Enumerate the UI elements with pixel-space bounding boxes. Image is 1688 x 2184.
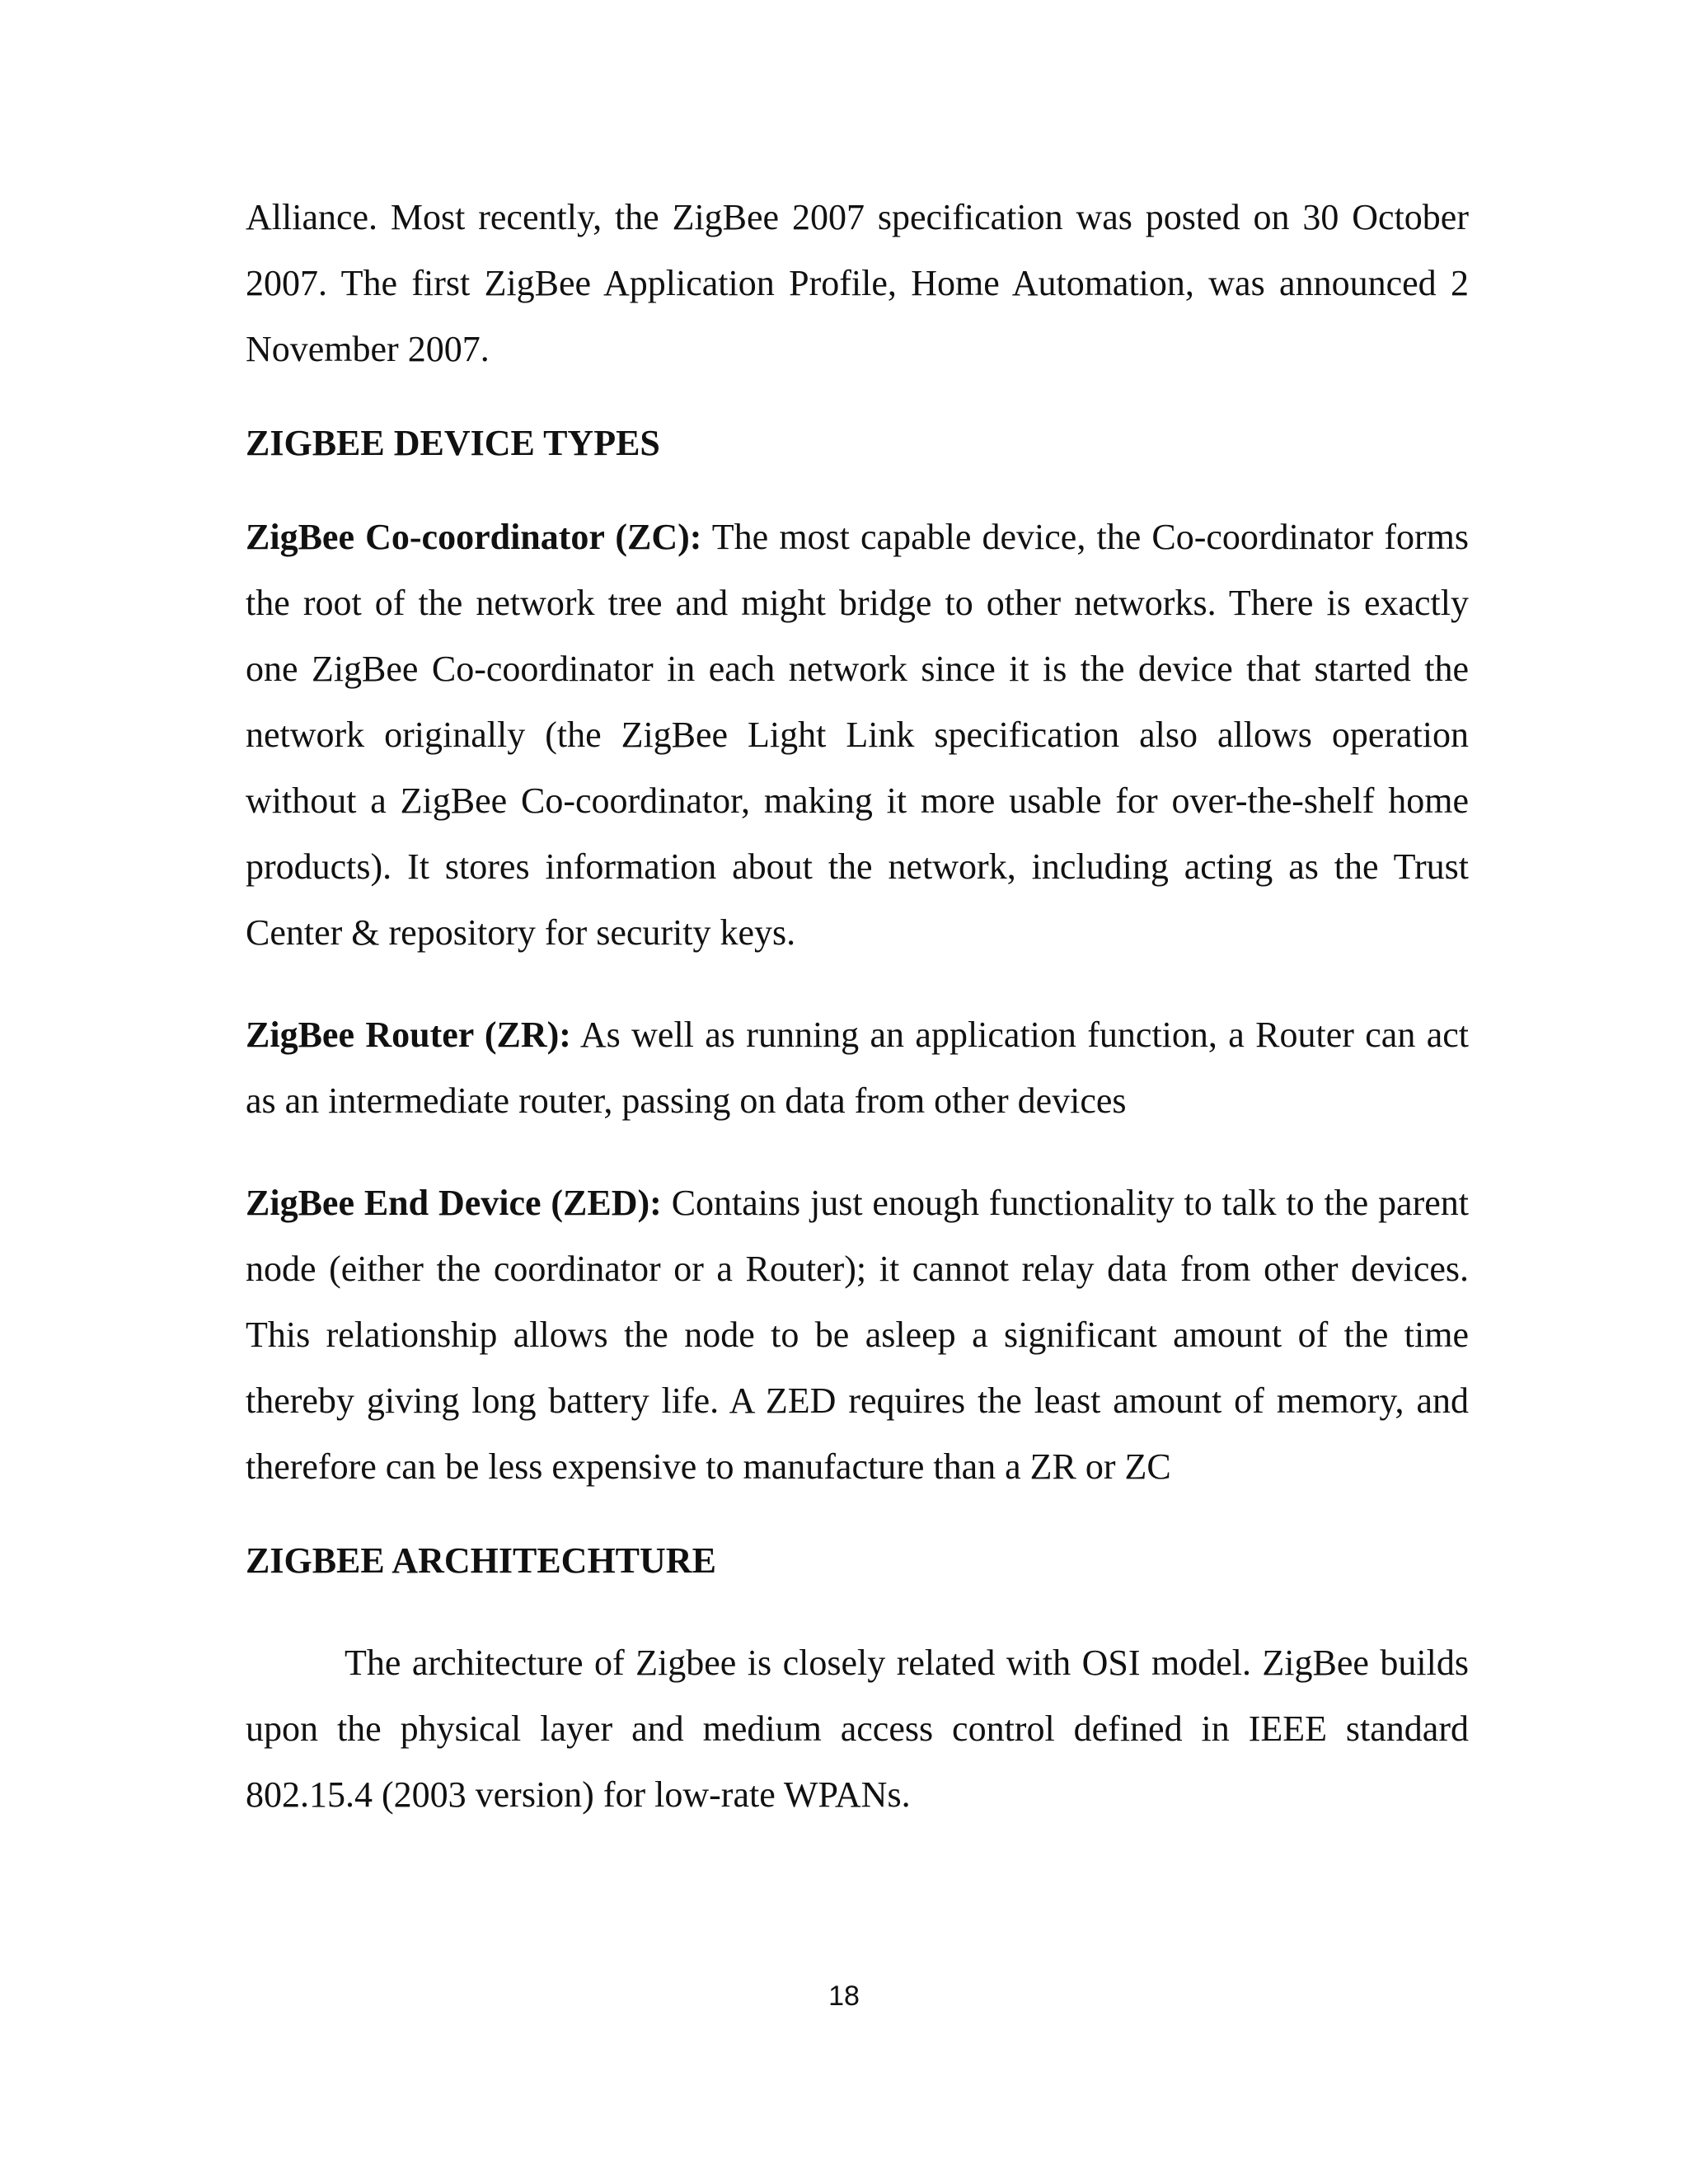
definition-zigbee-router: As well as running an application function, a Router can act as an intermediate router, passing on data from other devices: [246, 1015, 1469, 1121]
page-number: 18: [828, 1980, 860, 2012]
paragraph-zigbee-coordinator: [246, 504, 1469, 966]
paragraph-zigbee-end-device: [246, 1170, 1469, 1500]
definition-zigbee-end-device: Contains just enough functionality to talk to the parent node (either the coordinator or a Router); it cannot relay data from other devices. This relationship allows the node to be asleep a significant amount of the time thereby giving long battery life. A ZED requires the least amount of memory, and therefore can be less expensive to manufacture than a ZR or ZC: [246, 1183, 1469, 1487]
definition-zigbee-coordinator: The most capable device, the Co-coordinator forms the root of the network tree and might bridge to other networks. There is exactly one ZigBee Co-coordinator in each network since it is the device that started the network originally (the ZigBee Light Link specification also allows operation without a ZigBee Co-coordinator, making it more usable for over-the-shelf home products). It stores information about the network, including acting as the Trust Center & repository for security keys.: [246, 517, 1469, 953]
intro-paragraph: Alliance. Most recently, the ZigBee 2007 specification was posted on 30 October 2007. The first ZigBee Application Profile, Home Automation, was announced 2 November 2007.: [246, 197, 1469, 369]
term-zigbee-end-device: ZigBee End Device (ZED):: [246, 1183, 662, 1223]
section-heading-architecture: ZIGBEE ARCHITECHTURE: [246, 1540, 716, 1581]
paragraph-zigbee-router: [246, 1002, 1469, 1134]
architecture-paragraph: The architecture of Zigbee is closely related with OSI model. ZigBee builds upon the physical layer and medium access control defined in IEEE standard 802.15.4 (2003 version) for low-rate WPANs.: [246, 1643, 1469, 1815]
section-heading-device-types: ZIGBEE DEVICE TYPES: [246, 423, 660, 463]
term-zigbee-coordinator: ZigBee Co-coordinator (ZC):: [246, 517, 702, 557]
term-zigbee-router: ZigBee Router (ZR):: [246, 1015, 571, 1055]
page-body: [246, 185, 1469, 1828]
